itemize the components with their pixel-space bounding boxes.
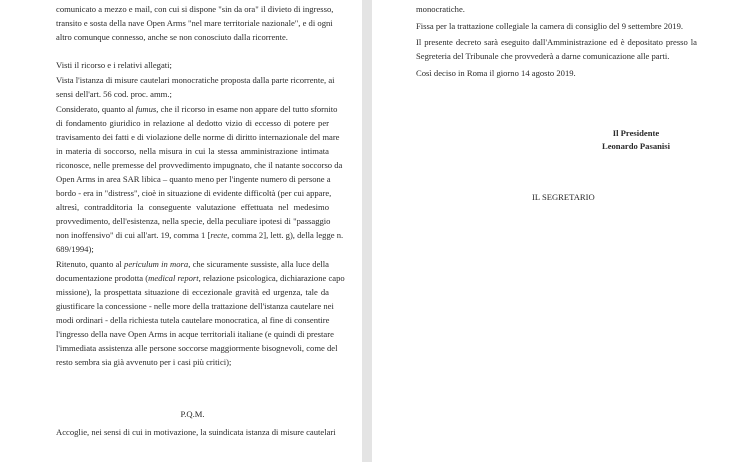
visti-line: Visti il ricorso e i relativi allegati; [56,60,172,70]
considerato-line-8: altresì, contradditoria la conseguente valutazione effettuata nel medesimo [56,202,329,212]
presidente-name: Leonardo Pasanisi [601,141,671,151]
ritenuto-line-7: l'immediata assistenza alle persone soccorse maggiormente bisognevoli, come del [56,343,338,353]
accoglie-line: Accoglie, nei sensi di cui in motivazione, la suindicata istanza di misure cautelari [56,427,336,437]
decreto-line-2: Segreteria del Tribunale che provvederà a darne comunicazione alle parti. [416,51,670,61]
right-page [372,0,738,462]
considerato-line-2: di fondamento giuridico in relazione al dedotto vizio di eccesso di potere per [56,118,329,128]
considerato-line-10: non inoffensivo" di cui all'art. 19, comma 1 [recte, comma 2], lett. g), della legge n. [56,230,344,240]
intro-line-2: transito e sosta della nave Open Arms "nel mare territoriale nazionale", e di ogni [56,18,333,28]
vista-line-1: Vista l'istanza di misure cautelari monocratiche proposta dalla parte ricorrente, ai [56,75,335,85]
considerato-line-5: riconosce, nelle premesse del provvedimento impugnato, che il natante soccorso da [56,160,343,170]
presidente-title: Il Presidente [612,128,660,138]
ritenuto-line-3: missione), la prospettata situazione di eccezionale gravità ed urgenza, tale da [56,287,329,297]
page-gutter [362,0,372,462]
ritenuto-line-4: giustificare la concessione - nelle more della trattazione dell'istanza cautelare nei [56,301,334,311]
ritenuto-line-6: l'ingresso della nave Open Arms in acque territoriali italiane (e quindi di prestare [56,329,334,339]
vista-line-2: sensi dell'art. 56 cod. proc. amm.; [56,89,172,99]
ritenuto-line-8: resto sembra sia già avvenuto per i casi più critici); [56,357,232,367]
considerato-line-11: 689/1994); [56,244,94,254]
segretario-label: IL SEGRETARIO [532,192,595,202]
pqm-heading: P.Q.M. [180,409,205,419]
considerato-line-4: in materia di soccorso, nella misura in cui la stessa amministrazione intimata [56,146,329,156]
considerato-line-6: Open Arms in area SAR libica – quanto meno per l'ingente numero di persone a [56,174,331,184]
intro-line-3: altro comunque connesso, anche se non conosciuto dalla ricorrente. [56,32,288,42]
considerato-line-7: bordo - era in "distress", cioè in situazione di evidente difficoltà (per cui appare, [56,188,332,198]
ritenuto-line-5: modi ordinari - della richiesta tutela cautelare monocratica, al fine di consentire [56,315,330,325]
decreto-line-1: Il presente decreto sarà eseguito dall'Amministrazione ed è depositato presso la [416,37,697,47]
deciso-line: Così deciso in Roma il giorno 14 agosto 2019. [416,68,576,78]
left-page [0,0,362,462]
ritenuto-line-2: documentazione prodotta (medical report, relazione psicologica, dichiarazione capo [56,273,345,283]
fissa-line: Fissa per la trattazione collegiale la camera di consiglio del 9 settembre 2019. [416,21,684,31]
ritenuto-line-1: Ritenuto, quanto al periculum in mora, che sicuramente sussiste, alla luce della [56,259,329,269]
considerato-line-1: Considerato, quanto al fumus, che il ricorso in esame non appare del tutto sfornito [56,104,338,114]
monocratiche-line: monocratiche. [416,4,465,14]
considerato-line-3: travisamento dei fatti e di violazione delle norme di diritto internazionale del mare [56,132,340,142]
considerato-line-9: provvedimento, dell'esistenza, nella specie, della peculiare ipotesi di "passaggio [56,216,331,226]
intro-line-1: comunicato a mezzo e mail, con cui si dispone "sin da ora" il divieto di ingresso, [56,4,334,14]
